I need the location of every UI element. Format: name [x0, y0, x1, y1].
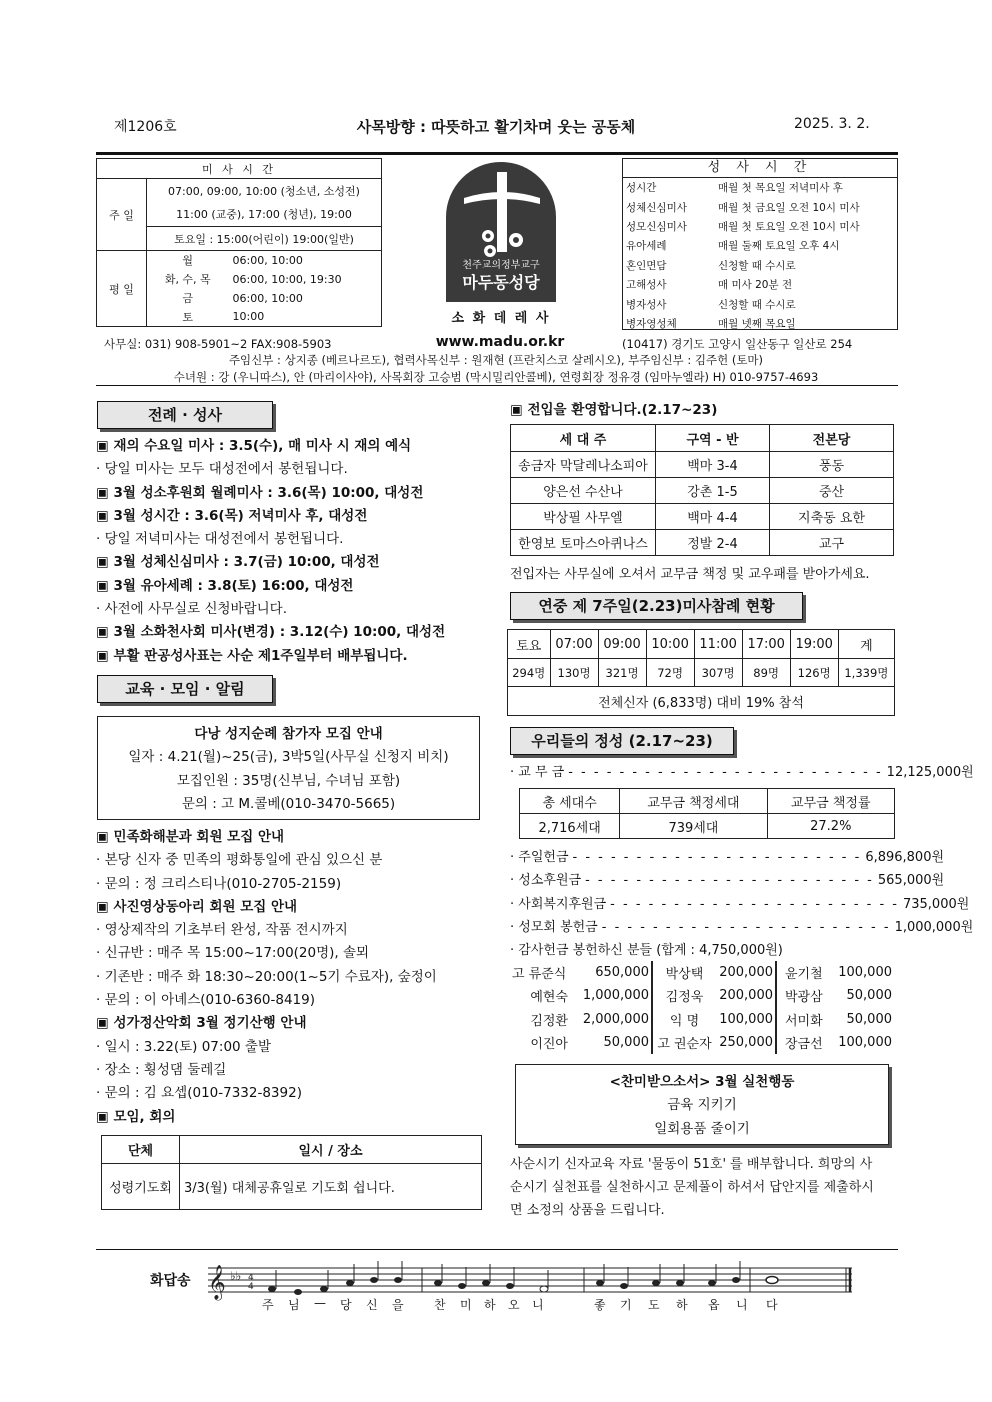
donor-amount: 650,000 — [572, 961, 652, 984]
lyric-syllable: — — [314, 1296, 326, 1310]
lyric-syllable: 을 — [392, 1298, 404, 1312]
attendance-value: 294명 — [508, 659, 551, 687]
education-item: ▣ 민족화해분과 회원 모집 안내 — [96, 829, 285, 845]
leader-dashes: - - - - - - - - - - - - - - - - - - - - - - - — [610, 896, 899, 912]
sacrament-time: 매월 둘째 토요일 오후 4시 — [718, 240, 840, 253]
donor-name: 김정환 — [530, 1013, 568, 1029]
offering-section-title: 우리들의 정성 (2.17~23) — [510, 727, 734, 755]
education-item: ▣ 성가정산악회 3월 정기산행 안내 — [96, 1015, 307, 1032]
liturgy-item: ▣ 재의 수요일 미사 : 3.5(수), 매 미사 시 재의 예식 — [96, 438, 412, 454]
tithe-header: 교무금 책정률 — [767, 789, 894, 814]
sacrament-name: 성체신심미사 — [626, 201, 687, 214]
laudato-title: <찬미받으소서> 3월 실천행동 — [609, 1074, 795, 1090]
welcome-cell: 한영보 토마스아퀴나스 — [511, 530, 656, 556]
donor-amount: 100,000 — [838, 965, 892, 981]
pilgrimage-title: 다낭 성지순례 참가자 모집 안내 — [194, 726, 383, 742]
welcome-title: ▣ 전입을 환영합니다.(2.17~23) — [510, 402, 718, 418]
donor-amount: 250,000 — [716, 1031, 776, 1054]
pilgrimage-box — [97, 716, 480, 820]
liturgy-item: ▣ 3월 성체신심미사 : 3.7(금) 10:00, 대성전 — [96, 554, 380, 571]
contact-rule — [96, 385, 898, 386]
liturgy-item: ▣ 3월 성시간 : 3.6(목) 저녁미사 후, 대성전 — [96, 507, 368, 524]
sacrament-row — [623, 314, 897, 333]
welcome-cell: 송금자 막달레나소피아 — [511, 452, 656, 478]
welcome-cell: 박상필 사무엘 — [511, 504, 656, 530]
offering-item — [510, 846, 945, 869]
welcome-cell: 지축동 요한 — [770, 504, 894, 530]
attendance-value: 72명 — [646, 659, 694, 687]
liturgy-list — [96, 435, 482, 668]
pilgrimage-line: 일자 : 4.21(월)~25(금), 3박5일(사무실 신청지 비치) — [128, 749, 449, 766]
sacrament-row — [623, 236, 897, 255]
offering-label: · 성소후원금 — [510, 873, 582, 889]
mass-times-title: 미 사 시 간 — [97, 159, 382, 179]
welcome-cell: 백마 3-4 — [656, 452, 770, 478]
attendance-header: 토요 — [508, 630, 551, 659]
sacrament-row — [623, 256, 897, 275]
lyric-syllable: 좋 — [594, 1298, 606, 1312]
attendance-table — [507, 629, 895, 716]
issue-date: 2025. 3. 2. — [794, 116, 870, 132]
lyric-syllable: 하 — [484, 1298, 496, 1312]
parish-name: 마두동성당 — [462, 273, 540, 292]
lyric-syllable: 오 — [508, 1298, 520, 1312]
donor-name: 고 류준식 — [512, 967, 567, 983]
sacrament-row — [623, 217, 897, 236]
lyric-syllable: 니 — [736, 1298, 748, 1312]
weekday-day: 금 — [182, 292, 194, 305]
lyric-syllable: 다 — [766, 1298, 778, 1312]
laudato-line: 금육 지키기 — [667, 1097, 737, 1114]
lent-note-line: 면 소정의 상품을 드립니다. — [510, 1203, 665, 1218]
leader-dashes: - - - - - - - - - - - - - - - - - - - - - - - — [601, 919, 891, 935]
offering-amount: 6,896,800원 — [865, 850, 945, 865]
sacrament-name: 혼인면담 — [626, 259, 667, 272]
donor-name: 이진아 — [530, 1037, 568, 1053]
mass-times-table — [96, 158, 382, 327]
welcome-cell: 양은선 수산나 — [511, 478, 656, 504]
attendance-header: 07:00 — [550, 630, 598, 659]
clergy-line: 주임신부 : 상지종 (베르나르도), 협력사목신부 : 원재현 (프란치스코 살레시오), 부주임신부 : 김주헌 (토마) — [228, 353, 764, 367]
lyric-syllable: 신 — [366, 1298, 378, 1312]
attendance-header: 계 — [838, 630, 894, 659]
weekday-label: 평 일 — [97, 251, 147, 327]
offering-amount: 735,000원 — [902, 896, 970, 912]
attendance-header: 11:00 — [694, 630, 742, 659]
attendance-summary: 전체신자 (6,833명) 대비 19% 참석 — [508, 687, 895, 716]
attendance-value: 321명 — [598, 659, 646, 687]
welcome-cell: 교구 — [770, 530, 894, 556]
donor-amount: 50,000 — [846, 1011, 892, 1027]
donor-amount: 100,000 — [838, 1035, 892, 1051]
svg-text:𝄞: 𝄞 — [208, 1265, 226, 1300]
tithe-table — [519, 788, 895, 839]
attendance-header: 09:00 — [598, 630, 646, 659]
lent-note — [510, 1153, 898, 1222]
website: www.madu.or.kr — [435, 334, 565, 350]
attendance-value: 307명 — [694, 659, 742, 687]
table-row — [511, 504, 894, 530]
donor-amount: 2,000,000 — [572, 1008, 652, 1031]
table-row — [512, 1031, 894, 1054]
welcome-header: 구역 - 반 — [656, 425, 770, 452]
education-item: · 문의 : 정 크리스티나(010-2705-2159) — [96, 875, 342, 892]
welcome-cell: 중산 — [770, 478, 894, 504]
table-row — [512, 984, 894, 1007]
lyric-syllable: 기 — [620, 1298, 632, 1312]
donor-name: 박상택 — [665, 967, 704, 983]
leader-dashes: - - - - - - - - - - - - - - - - - - - - - - - — [572, 850, 862, 865]
education-item: · 일시 : 3.22(토) 07:00 출발 — [96, 1038, 271, 1055]
diocese-name: 천주교의정부교구 — [462, 260, 540, 271]
lyric-syllable: 니 — [532, 1298, 544, 1312]
meetings-header: 단체 — [102, 1136, 180, 1164]
weekday-day: 화, 수, 목 — [164, 273, 211, 286]
laudato-line: 일회용품 줄이기 — [654, 1120, 750, 1137]
attendance-section-title: 연중 제 7주일(2.23)미사참례 현황 — [510, 592, 803, 620]
welcome-cell: 정발 2-4 — [656, 530, 770, 556]
welcome-cell: 백마 4-4 — [656, 504, 770, 530]
lent-note-line: 사순시기 신자교육 자료 '물동이 51호' 를 배부합니다. 희망의 사 — [510, 1157, 873, 1172]
liturgy-item: · 당일 미사는 모두 대성전에서 봉헌됩니다. — [96, 461, 348, 478]
attendance-value: 1,339명 — [838, 659, 894, 687]
tithe-line — [510, 761, 974, 784]
offering-item — [510, 893, 970, 916]
sacrament-name: 고해성사 — [626, 279, 667, 292]
lyric-syllable: 님 — [288, 1298, 300, 1312]
sacrament-time: 매월 첫 목요일 저녁미사 후 — [718, 182, 843, 195]
meetings-header: 일시 / 장소 — [180, 1136, 482, 1164]
table-row — [511, 530, 894, 556]
tithe-value: 27.2% — [767, 814, 894, 839]
psalm-label: 화답송 — [150, 1273, 191, 1289]
table-row — [511, 452, 894, 478]
svg-text:4: 4 — [248, 1273, 254, 1283]
tithe-amount: 12,125,000원 — [886, 765, 974, 780]
lyric-syllable: 도 — [648, 1298, 660, 1312]
education-section-title: 교육 · 모임 · 알림 — [97, 675, 273, 703]
sacrament-name: 병자영성체 — [626, 317, 677, 330]
psalm-rule — [96, 1249, 898, 1250]
patron-name: 소 화 데 레 사 — [451, 311, 551, 326]
weekday-time: 06:00, 10:00 — [229, 289, 382, 308]
education-item: ▣ 사진영상동아리 회원 모집 안내 — [96, 898, 298, 915]
sacrament-row — [623, 197, 897, 216]
weekday-time: 10:00 — [229, 308, 382, 327]
education-item: ▣ 모임, 회의 — [96, 1108, 176, 1125]
education-item: · 신규반 : 매주 목 15:00~17:00(20명), 솔뫼 — [96, 945, 370, 962]
sacrament-row — [623, 294, 897, 313]
liturgy-item: ▣ 3월 소화천사회 미사(변경) : 3.12(수) 10:00, 대성전 — [96, 624, 446, 641]
sacrament-time: 매월 넷째 목요일 — [718, 317, 796, 330]
sacrament-row — [623, 178, 897, 197]
pilgrimage-line: 문의 : 고 M.콜베(010-3470-5665) — [181, 795, 396, 812]
staff-line: 수녀원 : 강 (우니따스), 안 (마리이사야), 사목회장 고승범 (막시밀리안콜베), 연령회장 정유경 (임마누엘라) H) 010-9757-4693 — [173, 370, 819, 384]
offering-item — [510, 916, 974, 939]
leader-dashes: - - - - - - - - - - - - - - - - - - - - - - - — [585, 873, 874, 889]
saturday-line: 토요일 : 15:00(어린이) 19:00(일반) — [147, 227, 382, 251]
welcome-note: 전입자는 사무실에 오셔서 교무금 책정 및 교우패를 받아가세요. — [510, 567, 870, 582]
weekday-time: 06:00, 10:00, 19:30 — [229, 270, 382, 289]
meetings-table — [101, 1135, 482, 1210]
church-logo — [446, 162, 556, 302]
sacrament-table — [623, 178, 897, 333]
education-item: · 문의 : 김 요셉(010-7332-8392) — [96, 1085, 302, 1102]
lyric-syllable: 하 — [676, 1298, 688, 1312]
header-rule — [96, 152, 898, 155]
weekday-day: 월 — [147, 251, 229, 270]
education-item: · 영상제작의 기초부터 완성, 작품 전시까지 — [96, 922, 348, 939]
lyric-syllable: 옵 — [708, 1298, 720, 1312]
issue-number: 제1206호 — [114, 119, 177, 135]
lyric-syllable: 주 — [262, 1298, 274, 1312]
lyric-syllable: 당 — [340, 1298, 352, 1312]
table-row — [102, 1164, 482, 1210]
offering-list — [510, 846, 974, 962]
sacrament-times-title: 성 사 시 간 — [623, 159, 897, 178]
offering-label: · 성모회 봉헌금 — [510, 919, 598, 935]
weekday-time: 06:00, 10:00 — [229, 251, 382, 270]
sacrament-time: 매월 첫 금요일 오전 10시 미사 — [718, 201, 860, 214]
donor-name: 장금선 — [785, 1037, 823, 1053]
education-item: · 기존반 : 매주 화 18:30~20:00(1~5기 수료자), 숲정이 — [96, 968, 437, 985]
meetings-cell: 성령기도회 — [102, 1164, 180, 1210]
donor-amount: 100,000 — [716, 1008, 776, 1031]
tithe-label: · 교 무 금 — [510, 765, 565, 780]
tithe-value: 739세대 — [620, 814, 767, 839]
sunday-label: 주 일 — [97, 179, 147, 251]
welcome-header: 전본당 — [770, 425, 894, 452]
sacrament-name: 성모신심미사 — [626, 220, 687, 233]
attendance-header: 10:00 — [646, 630, 694, 659]
donor-table — [512, 961, 894, 1054]
liturgy-section-title: 전례 · 성사 — [97, 401, 273, 429]
office-address: (10417) 경기도 고양시 일산동구 일산로 254 — [622, 337, 853, 351]
pastoral-motto: 사목방향 : 따뜻하고 활기차며 웃는 공동체 — [356, 118, 636, 136]
donor-name: 익 명 — [669, 1013, 700, 1029]
tithe-header: 총 세대수 — [520, 789, 620, 814]
donor-amount: 200,000 — [716, 984, 776, 1007]
meetings-cell: 3/3(월) 대체공휴일로 기도회 쉽니다. — [180, 1164, 482, 1210]
office-phone: 사무실: 031) 908-5901~2 FAX:908-5903 — [104, 337, 332, 351]
attendance-header: 19:00 — [790, 630, 838, 659]
donor-name: 고 권순자 — [657, 1037, 712, 1053]
sacrament-time: 매월 첫 토요일 오전 10시 미사 — [718, 220, 860, 233]
liturgy-item: · 당일 저녁미사는 대성전에서 봉헌됩니다. — [96, 531, 344, 548]
tithe-value: 2,716세대 — [520, 814, 620, 839]
offering-label: · 주일헌금 — [510, 850, 569, 865]
liturgy-item: · 사전에 사무실로 신청바랍니다. — [96, 601, 287, 618]
table-row — [512, 1008, 894, 1031]
sacrament-time: 신청할 때 수시로 — [718, 259, 796, 272]
liturgy-item: ▣ 부활 판공성사표는 사순 제1주일부터 배부됩니다. — [96, 647, 408, 664]
donor-amount: 200,000 — [716, 961, 776, 984]
sacrament-row — [623, 275, 897, 294]
sacrament-times-box — [622, 158, 898, 330]
offering-amount: 565,000원 — [877, 873, 945, 889]
attendance-value: 130명 — [550, 659, 598, 687]
liturgy-item: ▣ 3월 성소후원회 월례미사 : 3.6(목) 10:00, 대성전 — [96, 484, 424, 501]
thanks-title: · 감사헌금 봉헌하신 분들 (합계 : 4,750,000원) — [510, 943, 783, 959]
donor-amount: 50,000 — [846, 988, 892, 1004]
donor-name: 서미화 — [785, 1013, 823, 1029]
sacrament-name: 병자성사 — [626, 298, 667, 311]
svg-text:4: 4 — [248, 1282, 254, 1292]
tithe-header: 교무금 책정세대 — [620, 789, 767, 814]
attendance-header: 17:00 — [742, 630, 790, 659]
offering-amount: 1,000,000원 — [894, 919, 974, 935]
lent-note-line: 순시기 실천표를 실천하시고 문제풀이 하셔서 답안지를 제출하시 — [510, 1180, 874, 1195]
donor-amount: 1,000,000 — [572, 984, 652, 1007]
lyric-syllable: 미 — [460, 1298, 472, 1312]
liturgy-item: ▣ 3월 유아세례 : 3.8(토) 16:00, 대성전 — [96, 577, 354, 594]
sunday-line-2: 11:00 (교중), 17:00 (청년), 19:00 — [147, 203, 382, 227]
sacrament-time: 신청할 때 수시로 — [718, 298, 796, 311]
welcome-cell: 풍동 — [770, 452, 894, 478]
attendance-value: 126명 — [790, 659, 838, 687]
svg-text:♭♭: ♭♭ — [230, 1269, 242, 1283]
lyric-syllable: 찬 — [434, 1298, 446, 1312]
pilgrimage-line: 모집인원 : 35명(신부님, 수녀님 포함) — [176, 772, 401, 789]
offering-item — [510, 869, 945, 892]
education-item: · 문의 : 이 아녜스(010-6360-8419) — [96, 992, 316, 1009]
donor-name: 윤기철 — [785, 967, 823, 983]
donor-name: 예현숙 — [530, 990, 568, 1006]
education-list — [96, 826, 482, 1129]
offering-label: · 사회복지후원금 — [510, 896, 607, 912]
sacrament-name: 유아세례 — [626, 240, 667, 253]
welcome-cell: 강촌 1-5 — [656, 478, 770, 504]
education-item: · 본당 신자 중 민족의 평화통일에 관심 있으신 분 — [96, 852, 383, 869]
donor-amount: 50,000 — [572, 1031, 652, 1054]
welcome-header: 세 대 주 — [511, 425, 656, 452]
donor-name: 박광삼 — [785, 990, 823, 1006]
sunday-line-1: 07:00, 09:00, 10:00 (청소년, 소성전) — [147, 179, 382, 203]
table-row — [512, 961, 894, 984]
sacrament-time: 매 미사 20분 전 — [718, 279, 793, 292]
welcome-table — [510, 424, 894, 556]
attendance-value: 89명 — [742, 659, 790, 687]
weekday-day: 토 — [147, 308, 229, 327]
table-row — [511, 478, 894, 504]
education-item: · 장소 : 횡성댐 둘레길 — [96, 1061, 227, 1078]
leader-dashes: - - - - - - - - - - - - - - - - - - - - - - - - - — [568, 765, 883, 780]
laudato-box — [515, 1064, 889, 1145]
sacrament-name: 성시간 — [626, 182, 657, 195]
donor-name: 김정욱 — [665, 990, 704, 1006]
